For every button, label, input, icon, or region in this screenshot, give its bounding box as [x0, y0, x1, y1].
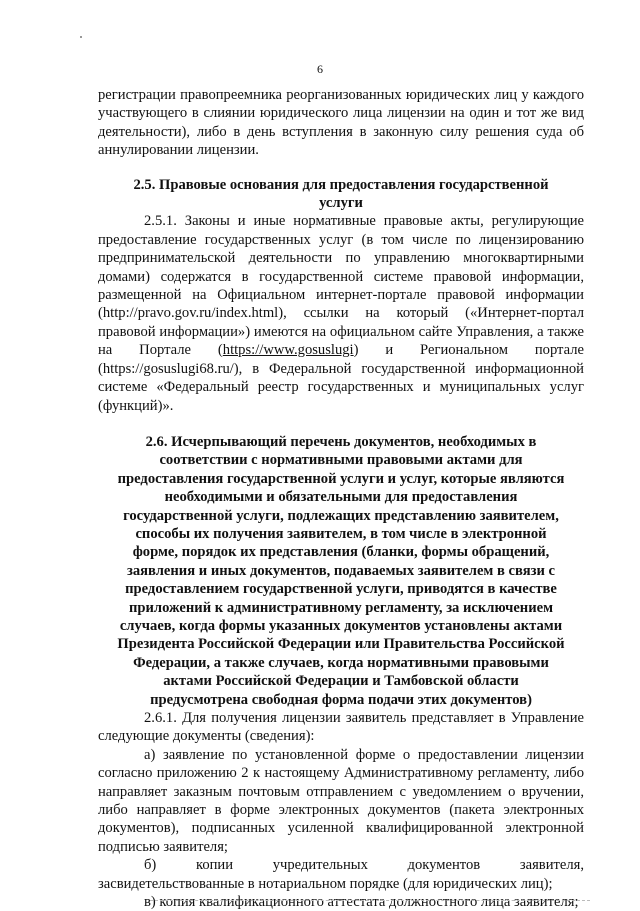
item-a-paragraph: а) заявление по установленной форме о предоставлении лицензии согласно приложению 2 к настоящему Административному регламенту, либо направляет заказным почтовым отправлением с уведомлением о вручении, либо направляет в форме электронных документов (пакета электронных документов), подписанных усиленной квалифицированной электронной подписью заявителя;: [98, 746, 584, 855]
section-2-5-1-text-end: ) и Региональном портале (https://gosuslugi68.ru/), в Федеральной государственной информационной системе «Федеральный реестр государственных и муниципальных услуг (функций)».: [98, 342, 584, 414]
intro-paragraph: регистрации правопреемника реорганизованных юридических лиц у каждого участвующего в слиянии юридического лица лицензии на один и тот же вид деятельности), либо в день вступления в законную силу решения суда об аннулировании лицензии.: [98, 87, 584, 159]
item-c-paragraph: в) копия квалификационного аттестата должностного лица заявителя;: [144, 894, 579, 911]
gosuslugi-link[interactable]: https://www.gosuslugi: [222, 342, 354, 359]
section-2-5-heading: 2.5. Правовые основания для предоставления государственной услуги: [133, 176, 549, 212]
bottom-edge-line: [150, 900, 590, 901]
scan-speck: [80, 36, 82, 38]
section-2-6-1-paragraph: 2.6.1. Для получения лицензии заявитель представляет в Управление следующие документы (сведения):: [98, 710, 584, 745]
page-number: 6: [317, 62, 323, 76]
item-b-paragraph: б) копии учредительных документов заявителя, засвидетельствованные в нотариальном порядке (для юридических лиц);: [98, 857, 584, 892]
section-2-6-heading: 2.6. Исчерпывающий перечень документов, необходимых в соответствии с нормативными правовыми актами для предоставления государственной услуги и услуг, которые являются необходимыми и обязательными для предоставления государственной услуги, подлежащих представлению заявителем, способы их получения заявителем, в том числе в электронной форме, порядок их представления (бланки, формы обращений, заявления и иных документов, подаваемых заявителем в связи с предоставлением государственной услуги, приводятся в качестве приложений к административному регламенту, за исключением случаев, когда формы указанных документов установлены актами Президента Российской Федерации или Правительства Российской Федерации, а также случаев, когда нормативными правовыми актами Российской Федерации и Тамбовской области предусмотрена свободная форма подачи этих документов): [117, 433, 565, 708]
section-2-5-1-text-start: 2.5.1. Законы и иные нормативные правовые акты, регулирующие предоставление государственных услуг (в том числе по лицензированию предпринимательской деятельности по управлению многоквартирными домами) содержатся в государственной системе правовой информации, размещенной на Официальном интернет-портале правовой информации (http://pravo.gov.ru/index.html), ссылки на который («Интернет-портал правовой информации») имеются на официальном сайте Управления, а также на Портале (: [98, 213, 584, 359]
section-2-5-1-paragraph: [98, 212, 584, 414]
document-body: [98, 86, 584, 911]
